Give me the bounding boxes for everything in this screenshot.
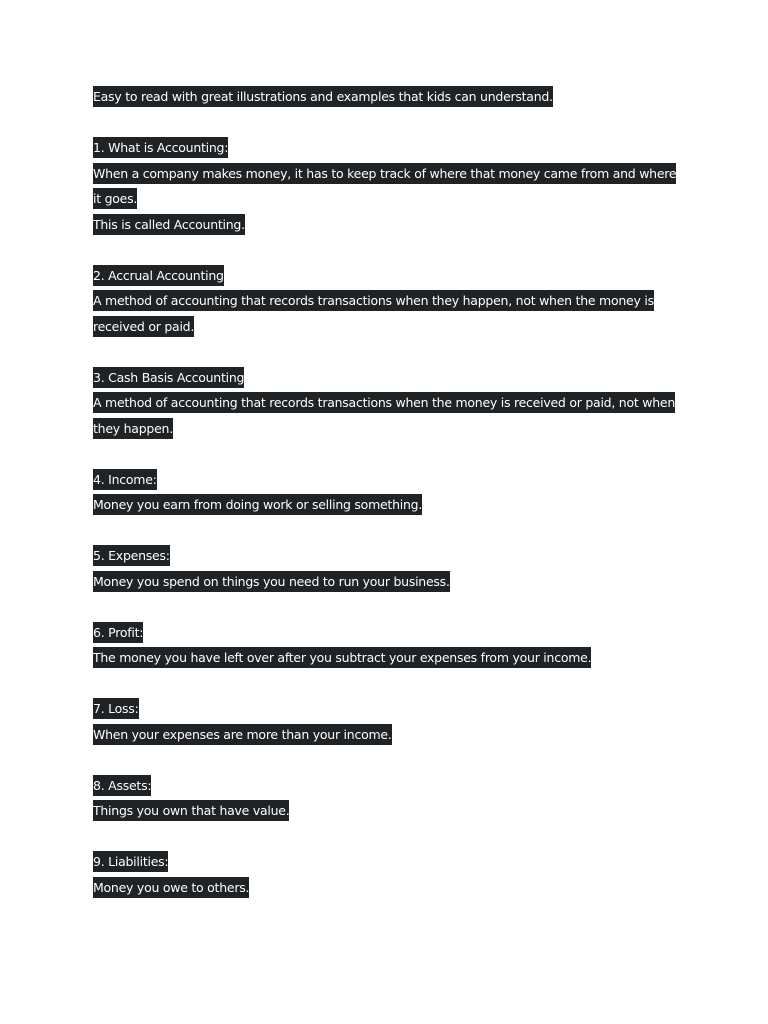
spacer	[93, 237, 683, 263]
intro-text: Easy to read with great illustrations and examples that kids can understand.	[93, 86, 553, 107]
spacer	[93, 671, 683, 697]
section-text-line: When your expenses are more than your income.	[93, 722, 683, 748]
section-text-line: A method of accounting that records transactions when the money is received or paid, not when	[93, 390, 683, 416]
section-heading: 2. Accrual Accounting	[93, 263, 683, 289]
spacer	[93, 824, 683, 850]
section-text-line: Money you earn from doing work or selling something.	[93, 492, 683, 518]
section-heading: 4. Income:	[93, 467, 683, 493]
section-heading: 3. Cash Basis Accounting	[93, 365, 683, 391]
section-heading: 7. Loss:	[93, 696, 683, 722]
section-heading: 8. Assets:	[93, 773, 683, 799]
spacer	[93, 518, 683, 544]
section-text-line: Things you own that have value.	[93, 798, 683, 824]
intro-line	[93, 84, 683, 110]
section-heading: 6. Profit:	[93, 620, 683, 646]
spacer	[93, 747, 683, 773]
section-text-line: Money you owe to others.	[93, 875, 683, 901]
section-text-line: Money you spend on things you need to run your business.	[93, 569, 683, 595]
section-text-line: it goes.	[93, 186, 683, 212]
section-text-line: When a company makes money, it has to keep track of where that money came from and where	[93, 161, 683, 187]
section-text-line: The money you have left over after you subtract your expenses from your income.	[93, 645, 683, 671]
section-heading: 9. Liabilities:	[93, 849, 683, 875]
section-heading: 1. What is Accounting:	[93, 135, 683, 161]
section-text-line: A method of accounting that records transactions when they happen, not when the money is	[93, 288, 683, 314]
section-heading: 5. Expenses:	[93, 543, 683, 569]
spacer	[93, 110, 683, 136]
section-text-line: received or paid.	[93, 314, 683, 340]
spacer	[93, 339, 683, 365]
spacer	[93, 441, 683, 467]
spacer	[93, 594, 683, 620]
section-text-line: they happen.	[93, 416, 683, 442]
section-text-line: This is called Accounting.	[93, 212, 683, 238]
document-page	[93, 84, 683, 900]
